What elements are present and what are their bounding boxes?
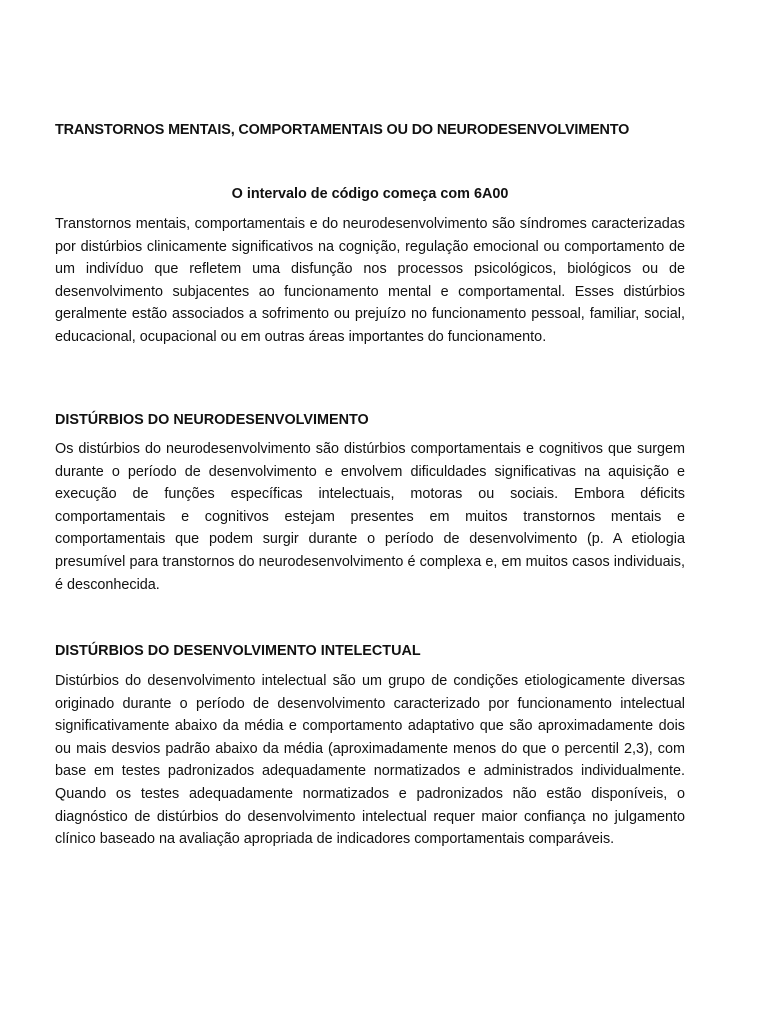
code-range-heading: O intervalo de código começa com 6A00 bbox=[231, 186, 509, 202]
section-heading-intellectual: DISTÚRBIOS DO DESENVOLVIMENTO INTELECTUAL bbox=[55, 643, 421, 659]
section-body-neurodevelopment: Os distúrbios do neurodesenvolvimento são distúrbios comportamentais e cognitivos que surgem durante o período de desenvolvimento e envolvem dificuldades significativas na aquisição e execução de funções específicas intelectuais, motoras ou sociais. Embora déficits comportamentais e cognitivos estejam presentes em muitos transtornos mentais e comportamentais que podem surgir durante o período de desenvolvimento (p. A etiologia presumível para transtornos do neurodesenvolvimento é complexa e, em muitos casos individuais, é desconhecida. bbox=[55, 441, 685, 593]
section-body-intellectual: Distúrbios do desenvolvimento intelectual são um grupo de condições etiologicamente diversas originado durante o período de desenvolvimento caracterizado por funcionamento intelectual significativamente abaixo da média e comportamento adaptativo que são aproximadamente dois ou mais desvios padrão abaixo da média (aproximadamente menos do que o percentil 2,3), com base em testes padronizados adequadamente normatizados e administrados individualmente. Quando os testes adequadamente normatizados e padronizados não estão disponíveis, o diagnóstico de distúrbios do desenvolvimento intelectual requer maior confiança no julgamento clínico baseado na avaliação apropriada de indicadores comportamentais comparáveis. bbox=[55, 673, 685, 848]
intro-paragraph: Transtornos mentais, comportamentais e do neurodesenvolvimento são síndromes caracterizadas por distúrbios clinicamente significativos na cognição, regulação emocional ou comportamento de um indivíduo que refletem uma disfunção nos processos psicológicos, biológicos ou de desenvolvimento subjacentes ao funcionamento mental e comportamental. Esses distúrbios geralmente estão associados a sofrimento ou prejuízo no funcionamento pessoal, familiar, social, educacional, ocupacional ou em outras áreas importantes do funcionamento. bbox=[55, 216, 685, 345]
document-title: TRANSTORNOS MENTAIS, COMPORTAMENTAIS OU DO NEURODESENVOLVIMENTO bbox=[55, 122, 630, 138]
section-heading-neurodevelopment: DISTÚRBIOS DO NEURODESENVOLVIMENTO bbox=[55, 412, 369, 428]
